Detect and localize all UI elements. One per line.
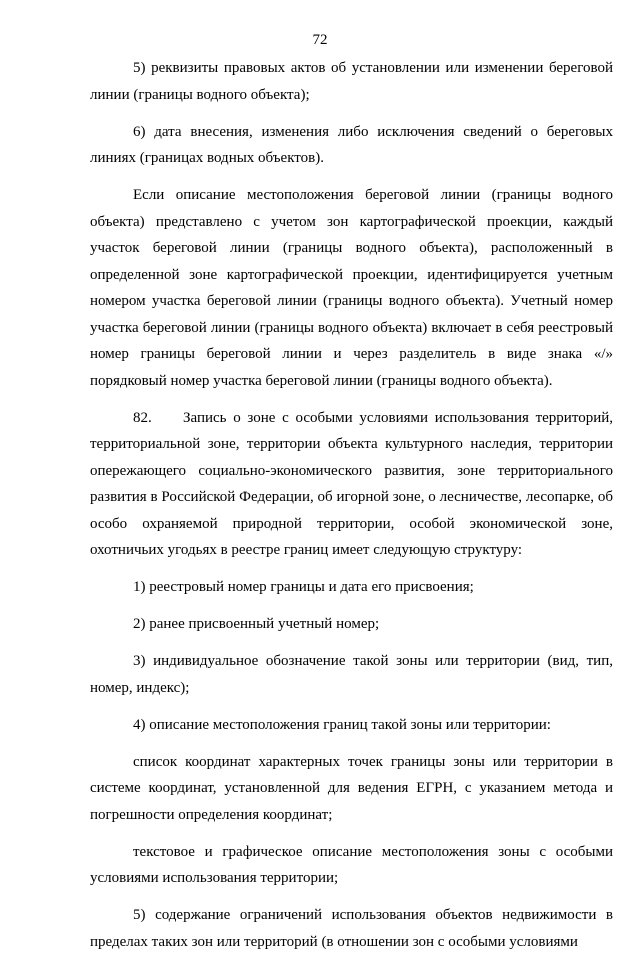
- paragraph-structure-item-5: 5) содержание ограничений использования объектов недвижимости в пределах таких зон или территорий (в отношении зон с особыми условиями: [90, 907, 613, 950]
- document-body: [90, 55, 613, 955]
- page-number: 72: [312, 32, 328, 48]
- paragraph-structure-item-3: 3) индивидуальное обозначение такой зоны или территории (вид, тип, номер, индекс);: [90, 653, 613, 696]
- section-82-text: Запись о зоне с особыми условиями использования территорий, территориальной зоне, территории объекта культурного наследия, территории опережающего социально-экономического развития, зоне территориального развития в Российской Федерации, об игорной зоне, о лесничестве, лесопарке, об особо охраняемой природной территории, особой экономической зоне, охотничьих угодьях в реестре границ имеет следующую структуру:: [90, 409, 613, 558]
- section-number: 82.: [133, 409, 152, 426]
- paragraph-structure-item-2: 2) ранее присвоенный учетный номер;: [133, 616, 380, 632]
- paragraph-text-graphic-description: текстовое и графическое описание местоположения зоны с особыми условиями использования территории;: [90, 843, 613, 886]
- paragraph-section-82: [90, 405, 613, 564]
- paragraph-structure-item-4: 4) описание местоположения границ такой зоны или территории:: [133, 716, 551, 733]
- paragraph-coastline-description: Если описание местоположения береговой линии (границы водного объекта) представлено с учетом зон картографической проекции, каждый участок береговой линии (границы водного объекта), расположенный в определенной зоне картографической проекции, идентифицируется учетным номером участка береговой линии (границы водного объекта). Учетный номер участка береговой линии (границы водного объекта) включает в себя реестровый номер границы береговой линии и через разделитель в виде знака «/» порядковый номер участка береговой линии (границы водного объекта).: [90, 187, 613, 389]
- paragraph-item-6: 6) дата внесения, изменения либо исключения сведений о береговых линиях (границах водных объектов).: [90, 123, 613, 166]
- paragraph-item-5: 5) реквизиты правовых актов об установлении или изменении береговой линии (границы водного объекта);: [90, 60, 613, 103]
- paragraph-structure-item-1: 1) реестровый номер границы и дата его присвоения;: [133, 579, 474, 595]
- paragraph-coordinates-list: список координат характерных точек границы зоны или территории в системе координат, установленной для ведения ЕГРН, с указанием метода и погрешности определения координат;: [90, 753, 613, 823]
